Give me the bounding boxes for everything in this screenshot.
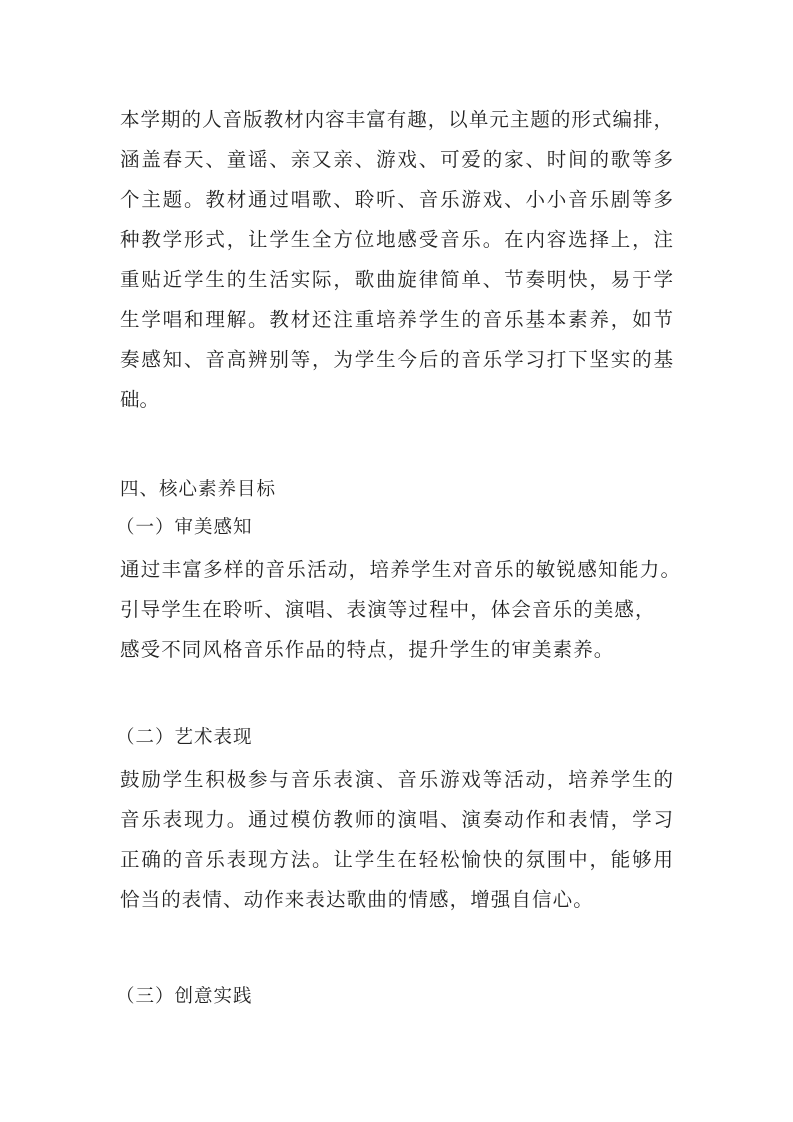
text-line: 个主题。教材通过唱歌、聆听、音乐游戏、小小音乐剧等多 — [120, 188, 673, 211]
text-line: 种教学形式，让学生全方位地感受音乐。在内容选择上，注 — [120, 228, 673, 251]
text-line: 涵盖春天、童谣、亲又亲、游戏、可爱的家、时间的歌等多 — [120, 148, 673, 171]
text-line: 音乐表现力。通过模仿教师的演唱、演奏动作和表情，学习 — [120, 808, 673, 831]
text-line: 引导学生在聆听、演唱、表演等过程中，体会音乐的美感， — [120, 598, 656, 621]
text-line: 鼓励学生积极参与音乐表演、音乐游戏等活动，培养学生的 — [120, 768, 673, 791]
text-line: 正确的音乐表现方法。让学生在轻松愉快的氛围中，能够用 — [120, 848, 673, 871]
text-line: 通过丰富多样的音乐活动，培养学生对音乐的敏锐感知能力。 — [120, 558, 680, 581]
text-line: 本学期的人音版教材内容丰富有趣，以单元主题的形式编排， — [120, 108, 673, 131]
text-line: 重贴近学生的生活实际，歌曲旋律简单、节奏明快，易于学 — [120, 268, 673, 291]
subsection-heading-aesthetic: （一）审美感知 — [116, 517, 253, 538]
text-line: 奏感知、音高辨别等，为学生今后的音乐学习打下坚实的基 — [120, 348, 673, 371]
text-line: 生学唱和理解。教材还注重培养学生的音乐基本素养，如节 — [120, 308, 673, 331]
text-line: 感受不同风格音乐作品的特点，提升学生的审美素养。 — [120, 638, 615, 661]
subsection-heading-expression: （二）艺术表现 — [116, 727, 253, 748]
section-heading: 四、核心素养目标 — [120, 479, 277, 500]
text-line: 础。 — [120, 388, 160, 411]
text-line: 恰当的表情、动作来表达歌曲的情感，增强自信心。 — [120, 888, 594, 911]
subsection-heading-creative: （三）创意实践 — [116, 986, 253, 1007]
